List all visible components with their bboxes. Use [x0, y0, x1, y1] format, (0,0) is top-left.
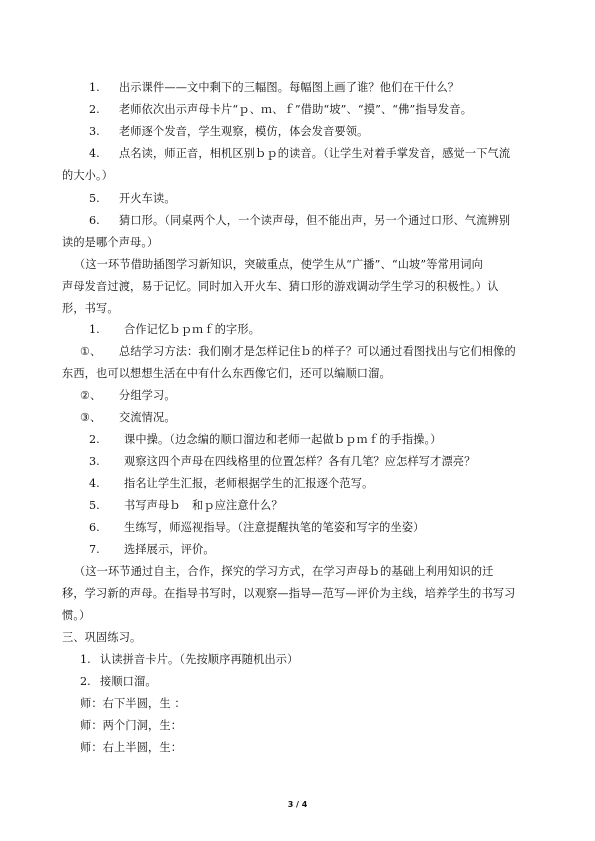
- sub-list-item-text: 总结学习方法：我们刚才是怎样记住ｂ的样子？可以通过看图找出与它们相像的: [119, 345, 516, 358]
- list-item-text: 接顺口溜。: [100, 675, 157, 688]
- list-number: 1.: [89, 81, 100, 94]
- list-number: 6.: [89, 521, 100, 534]
- list-number: 4.: [89, 147, 100, 160]
- list-number: 4.: [89, 477, 100, 490]
- list-item-text: 观察这四个声母在四线格里的位置怎样？各有几笔？应怎样写才漂亮？: [124, 455, 476, 468]
- sub-list-number: ③、: [80, 411, 102, 424]
- list-item-text: 生练写，师巡视指导。（注意提醒执笔的笔姿和写字的坐姿）: [124, 521, 425, 534]
- list-number: 1.: [89, 323, 100, 336]
- section-heading: 三、巩固练习。: [62, 631, 142, 644]
- list-number: 7.: [89, 543, 100, 556]
- commentary-paragraph: 惯。）: [62, 609, 91, 622]
- list-item-text: 老师逐个发音，学生观察，模仿，体会发音要领。: [119, 125, 369, 138]
- sub-list-item-continuation: 东西，也可以想想生活在中有什么东西像它们，还可以编顺口溜。: [62, 367, 391, 380]
- list-item-text: 认读拼音卡片。（先按顺序再随机出示）: [100, 653, 299, 666]
- commentary-paragraph: 移，学习新的声母。在指导书写时，以观察—指导—范写—评价为主线，培养学生的书写习: [62, 587, 516, 600]
- list-item-text: 开火车读。: [119, 192, 176, 205]
- list-item-text: 指名让学生汇报，老师根据学生的汇报逐个范写。: [124, 477, 374, 490]
- list-number: 5.: [89, 192, 100, 205]
- list-number: 6.: [89, 214, 100, 227]
- list-item-text: 课中操。（边念编的顺口溜边和老师一起做ｂｐｍｆ的手指操。）: [124, 433, 442, 446]
- commentary-paragraph: （这一环节通过自主，合作，探究的学习方式，在学习声母ｂ的基础上利用知识的迁: [74, 565, 494, 578]
- list-number: 5.: [89, 499, 100, 512]
- list-item-text: 出示课件——文中剩下的三幅图。每幅图上画了谁？他们在干什么？: [119, 81, 460, 94]
- list-item-continuation: 读的是哪个声母。）: [62, 236, 159, 249]
- list-item-continuation: 的大小。）: [62, 169, 114, 182]
- list-number: 2.: [89, 433, 100, 446]
- sub-list-number: ②、: [80, 389, 102, 402]
- dialog-line: 师：两个门洞，生：: [80, 719, 183, 732]
- sub-list-item-text: 分组学习。: [119, 389, 176, 402]
- list-number: 2.: [80, 675, 91, 688]
- list-item-text: 老师依次出示声母卡片“ｐ、ｍ、ｆ”借助“坡”、“摸”、“佛”指导发音。: [119, 103, 473, 116]
- sub-list-number: ①、: [80, 345, 102, 358]
- list-number: 1.: [80, 653, 91, 666]
- list-item-text: 书写声母ｂ 和ｐ应注意什么？: [124, 499, 283, 512]
- list-item-text: 选择展示，评价。: [124, 543, 215, 556]
- list-item-text: 点名读，师正音，相机区别ｂｐ的读音。（让学生对着手掌发音，感觉一下气流: [119, 147, 511, 160]
- list-number: 3.: [89, 455, 100, 468]
- dialog-line: 师：右上半圆，生：: [80, 741, 183, 754]
- commentary-paragraph: 形，书写。: [62, 302, 119, 315]
- dialog-line: 师：右下半圆，生 ：: [80, 697, 186, 710]
- commentary-paragraph: 声母发音过渡，易于记忆。同时加入开火车、猜口形的游戏调动学生学习的积极性。）认: [62, 280, 499, 293]
- sub-list-item-text: 交流情况。: [119, 411, 176, 424]
- list-item-text: 猜口形。（同桌两个人，一个读声母，但不能出声，另一个通过口形、气流辨别: [119, 214, 511, 227]
- page-number: 3 / 4: [287, 800, 308, 809]
- list-item-text: 合作记忆ｂｐｍｆ的字形。: [124, 323, 261, 336]
- list-number: 2.: [89, 103, 100, 116]
- list-number: 3.: [89, 125, 100, 138]
- commentary-paragraph: （这一环节借助插图学习新知识，突破重点，使学生从“广播”、“山坡”等常用词向: [74, 258, 483, 271]
